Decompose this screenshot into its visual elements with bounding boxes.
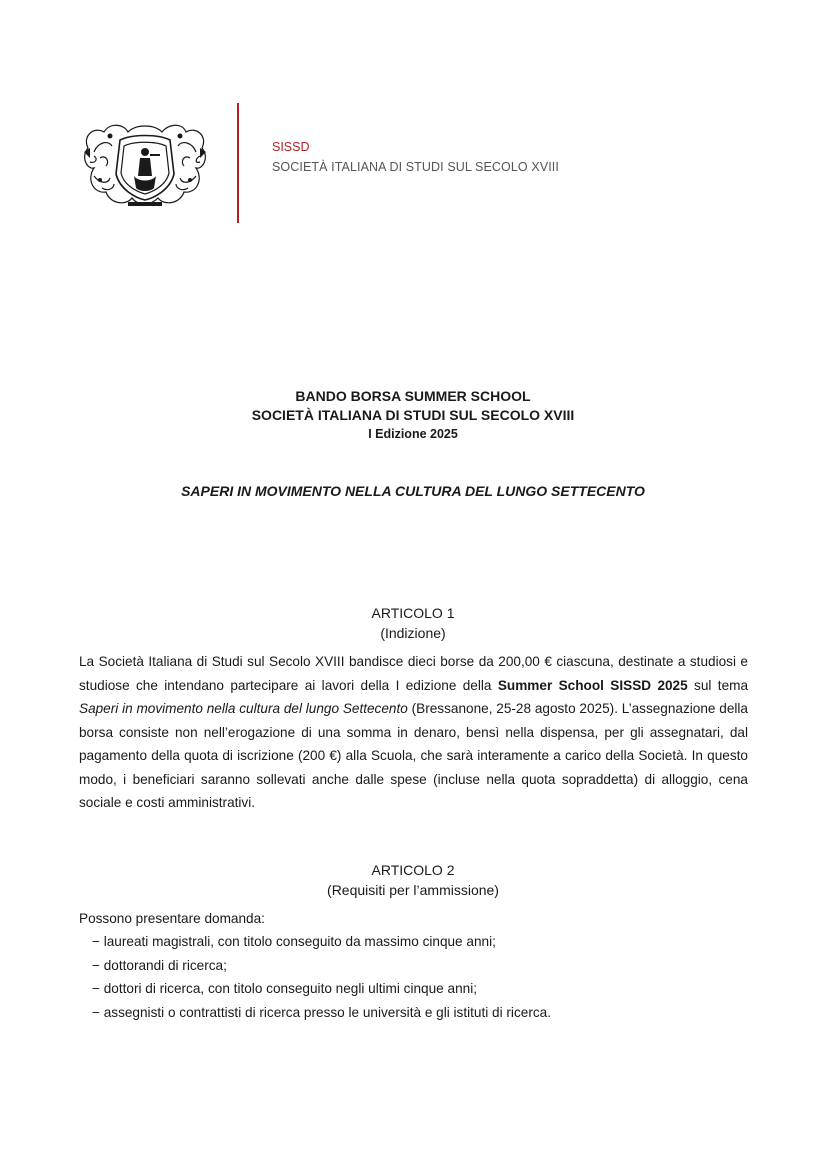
coat-of-arms-emblem-icon <box>80 118 210 210</box>
article-1-text-a: La Società Italiana di Studi sul Secolo XVIII bandisce dieci borse da 200,00 € ciascuna, destinate a studiosi e studiose che intendano partecipare ai lavori della I edizione della <box>79 654 748 693</box>
article-2-heading <box>0 860 826 900</box>
document-subtitle: SAPERI IN MOVIMENTO NELLA CULTURA DEL LUNGO SETTECENTO <box>181 483 645 499</box>
organization-header <box>272 137 559 177</box>
org-full-name: SOCIETÀ ITALIANA DI STUDI SUL SECOLO XVIII <box>272 160 559 174</box>
list-item: − dottori di ricerca, con titolo conseguito negli ultimi cinque anni; <box>92 981 477 996</box>
list-item: − laureati magistrali, con titolo conseguito da massimo cinque anni; <box>92 934 496 949</box>
org-abbreviation: SISSD <box>272 140 310 154</box>
article-1-text-bold: Summer School SISSD 2025 <box>497 677 688 693</box>
article-1-title: ARTICOLO 1 <box>371 605 455 621</box>
article-1-body <box>79 650 748 815</box>
title-line-2: SOCIETÀ ITALIANA DI STUDI SUL SECOLO XVIII <box>251 407 575 423</box>
list-item: − assegnisti o contrattisti di ricerca presso le università e gli istituti di ricerca. <box>92 1004 551 1020</box>
article-1-heading <box>0 603 826 643</box>
title-line-1: BANDO BORSA SUMMER SCHOOL <box>295 388 531 404</box>
list-item: − dottorandi di ricerca; <box>92 957 227 973</box>
article-2-title: ARTICOLO 2 <box>371 862 455 878</box>
requirements-list <box>92 930 551 1024</box>
article-1-text-italic: Saperi in movimento nella cultura del lungo Settecento <box>79 701 408 716</box>
article-1-text-b: sul tema <box>687 677 749 693</box>
article-2-subtitle: (Requisiti per l’ammissione) <box>327 882 499 898</box>
article-1-text-c: (Bressanone, 25-28 agosto 2025). L’assegnazione della borsa consiste non nell’erogazione di una somma in denaro, bensì nella dispensa, per gli assegnatari, dal pagamento della quota di iscrizione (200 €) alla Scuola, che sarà interamente a carico della Società. In questo modo, i beneficiari saranno sollevati anche dalle spese (incluse nella quota sopraddetta) di alloggio, cena sociale e costi amministrativi. <box>79 701 748 810</box>
header-divider <box>237 103 239 223</box>
document-title <box>0 387 826 444</box>
edition-line: I Edizione 2025 <box>368 427 458 441</box>
article-1-subtitle: (Indizione) <box>380 625 446 641</box>
article-2-intro: Possono presentare domanda: <box>79 911 265 926</box>
